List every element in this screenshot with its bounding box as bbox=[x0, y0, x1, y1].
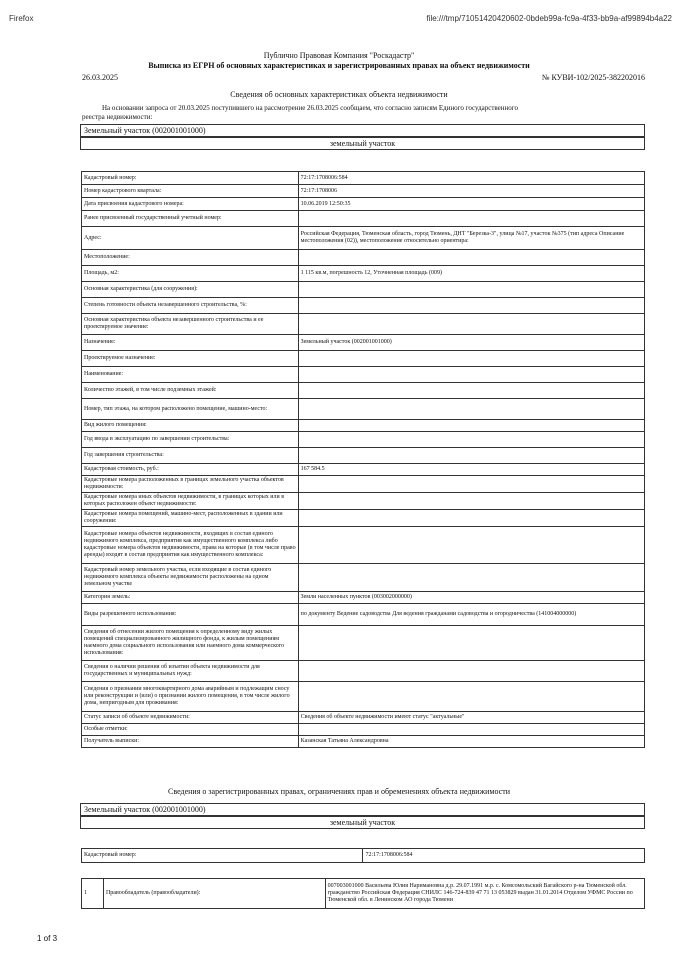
section-title-rights: Сведения о зарегистрированных правах, ограничениях прав и обременениях объекта недвижимости bbox=[168, 787, 510, 796]
section-title-characteristics: Сведения об основных характеристиках объекта недвижимости bbox=[230, 90, 448, 99]
row-label: Адрес: bbox=[82, 227, 299, 250]
row-value: Земельный участок (002001001000) bbox=[298, 335, 644, 351]
rights-holder-label: Правообладатель (правообладатели): bbox=[103, 879, 325, 909]
table-row bbox=[82, 367, 645, 383]
table-row bbox=[82, 250, 645, 266]
row-value bbox=[298, 314, 644, 335]
table-row bbox=[82, 712, 645, 724]
table-row bbox=[82, 879, 645, 909]
row-label: Назначение: bbox=[82, 335, 299, 351]
page-url[interactable]: file:///tmp/71051420420602-0bdeb99a-fc9a-4f33-bb9a-af99894b4a22 bbox=[426, 14, 672, 23]
table-row bbox=[82, 282, 645, 298]
intro-text-line1: На основании запроса от 20.03.2025 поступившего на рассмотрение 26.03.2025 сообщаем, что согласно записям Единого государственного bbox=[102, 104, 518, 112]
row-value: 10.06.2019 12:50:35 bbox=[298, 198, 644, 211]
row-label: Степень готовности объекта незавершенного строительства, %: bbox=[82, 298, 299, 314]
row-value bbox=[298, 661, 644, 682]
row-value: по документу Ведение садоводства Для ведения гражданами садоводства и огородничества (141004000000) bbox=[298, 604, 644, 626]
row-label: Сведения о признании многоквартирного дома аварийным и подлежащим сносу или реконструкции и (или) о признании жилого помещения, в том числе жилого дома, непригодным для проживания: bbox=[82, 682, 299, 712]
row-value bbox=[298, 282, 644, 298]
row-value: Российская Федерация, Тюменская область, город Тюмень, ДНТ "Березка-3", улица №17, участок №375 (тип адреса Описание местоположения (02)), местоположение относительно ориентира: bbox=[298, 227, 644, 250]
row-value bbox=[298, 351, 644, 367]
table-row bbox=[82, 724, 645, 736]
row-label: Категория земель: bbox=[82, 592, 299, 604]
document-title: Выписка из ЕГРН об основных характеристиках и зарегистрированных правах на объект недвижимости bbox=[148, 61, 530, 70]
table-row bbox=[82, 493, 645, 510]
row-label: Год ввода в эксплуатацию по завершении строительства: bbox=[82, 432, 299, 448]
row-value bbox=[298, 564, 644, 592]
rights-object-type-box bbox=[80, 803, 645, 816]
row-label: Кадастровые номера помещений, машино-мест, расположенных в здании или сооружении: bbox=[82, 510, 299, 527]
row-value: 1 115 кв.м, погрешность 12, Уточненная площадь (009) bbox=[298, 266, 644, 282]
table-row bbox=[82, 172, 645, 185]
row-value bbox=[298, 420, 644, 432]
row-label: Количество этажей, в том числе подземных этажей: bbox=[82, 383, 299, 399]
row-label: Особые отметки: bbox=[82, 724, 299, 736]
row-value: Сведения об объекте недвижимости имеют статус "актуальные" bbox=[298, 712, 644, 724]
table-row bbox=[82, 211, 645, 227]
table-row bbox=[82, 266, 645, 282]
rights-object-type: Земельный участок (002001001000) bbox=[84, 805, 206, 814]
table-row bbox=[82, 448, 645, 464]
object-kind-box bbox=[80, 137, 645, 150]
row-label: Год завершения строительства: bbox=[82, 448, 299, 464]
table-row bbox=[82, 476, 645, 493]
row-label: Площадь, м2: bbox=[82, 266, 299, 282]
row-value bbox=[298, 367, 644, 383]
rights-cadastral-table bbox=[81, 848, 645, 863]
characteristics-table bbox=[81, 171, 645, 748]
table-row bbox=[82, 510, 645, 527]
row-value bbox=[298, 432, 644, 448]
table-row bbox=[82, 227, 645, 250]
table-row bbox=[82, 682, 645, 712]
object-type: Земельный участок (002001001000) bbox=[84, 126, 206, 135]
table-row bbox=[82, 351, 645, 367]
row-value bbox=[298, 682, 644, 712]
table-row bbox=[82, 527, 645, 564]
table-row bbox=[82, 298, 645, 314]
row-label: Кадастровая стоимость, руб.: bbox=[82, 464, 299, 476]
row-label: Основная характеристика объекта незавершенного строительства и ее проектируемое значение: bbox=[82, 314, 299, 335]
table-row bbox=[82, 383, 645, 399]
document-date: 26.03.2025 bbox=[82, 73, 118, 82]
object-kind: земельный участок bbox=[329, 139, 396, 148]
table-row bbox=[82, 335, 645, 351]
row-label: Кадастровые номера объектов недвижимости, входящих в состав единого недвижимого комплекса, предприятия как имущественного комплекса либо кадастровые номера объектов недвижимости, права на которые (в том числе право аренды) входят в состав предприятия как имущественного комплекса: bbox=[82, 527, 299, 564]
row-value bbox=[298, 298, 644, 314]
table-row bbox=[82, 849, 645, 863]
rights-holder-value: 007003001000 Васильева Юлия Наримановна д.р. 29.07.1991 м.р. с. Комсомольский Вагайского р-на Тюменской обл. гражданство Российская Федерация СНИЛС 146-724-839 47 71 13 053829 выдан 31.01.2014 Отделом УФМС России по Тюменской обл. в Ленинском АО города Тюмени bbox=[325, 879, 644, 909]
row-label: Получатель выписки: bbox=[82, 736, 299, 748]
rights-cad-label: Кадастровый номер: bbox=[82, 849, 363, 863]
row-value bbox=[298, 250, 644, 266]
row-value: 72:17:1708006 bbox=[298, 185, 644, 198]
rights-object-kind-box bbox=[80, 816, 645, 829]
table-row bbox=[82, 736, 645, 748]
row-label: Кадастровые номера расположенных в границах земельного участка объектов недвижимости: bbox=[82, 476, 299, 493]
table-row bbox=[82, 464, 645, 476]
row-label: Кадастровый номер земельного участка, если входящие в состав единого недвижимого комплекса объекты недвижимости расположены на одном земельном участке bbox=[82, 564, 299, 592]
row-value bbox=[298, 510, 644, 527]
table-row bbox=[82, 198, 645, 211]
row-label: Номер кадастрового квартала: bbox=[82, 185, 299, 198]
row-value bbox=[298, 626, 644, 661]
table-row bbox=[82, 420, 645, 432]
row-label: Местоположение: bbox=[82, 250, 299, 266]
table-row bbox=[82, 564, 645, 592]
row-value bbox=[298, 399, 644, 420]
row-label: Ранее присвоенный государственный учетный номер: bbox=[82, 211, 299, 227]
row-value bbox=[298, 383, 644, 399]
row-label: Вид жилого помещения: bbox=[82, 420, 299, 432]
row-label: Сведения об отнесении жилого помещения к определенному виду жилых помещений специализированного жилищного фонда, к жилым помещениям наемного дома социального использования или наемного дома коммерческого использования: bbox=[82, 626, 299, 661]
row-value: Земли населенных пунктов (003002000000) bbox=[298, 592, 644, 604]
row-value bbox=[298, 527, 644, 564]
table-row bbox=[82, 592, 645, 604]
row-value bbox=[298, 211, 644, 227]
row-label: Номер, тип этажа, на котором расположено помещение, машино-место: bbox=[82, 399, 299, 420]
row-value: 167 584.5 bbox=[298, 464, 644, 476]
table-row bbox=[82, 432, 645, 448]
table-row bbox=[82, 626, 645, 661]
row-value: 72:17:1708006:584 bbox=[298, 172, 644, 185]
row-value bbox=[298, 476, 644, 493]
row-value: Казанская Татьяна Александровна bbox=[298, 736, 644, 748]
row-label: Статус записи об объекте недвижимости: bbox=[82, 712, 299, 724]
intro-text-line2: реестра недвижимости: bbox=[82, 113, 153, 121]
row-label: Сведения о наличии решения об изъятии объекта недвижимости для государственных и муниципальных нужд: bbox=[82, 661, 299, 682]
rights-row-number: 1 bbox=[82, 879, 104, 909]
row-label: Виды разрешенного использования: bbox=[82, 604, 299, 626]
company-name: Публично Правовая Компания "Роскадастр" bbox=[263, 51, 415, 60]
row-value bbox=[298, 493, 644, 510]
table-row bbox=[82, 314, 645, 335]
row-label: Проектируемое назначение: bbox=[82, 351, 299, 367]
rights-cad-value: 72:17:1708006:584 bbox=[363, 849, 645, 863]
row-label: Наименование: bbox=[82, 367, 299, 383]
table-row bbox=[82, 661, 645, 682]
row-value bbox=[298, 448, 644, 464]
page-indicator: 1 of 3 bbox=[37, 934, 58, 943]
row-label: Основная характеристика (для сооружения): bbox=[82, 282, 299, 298]
rights-holder-table bbox=[81, 878, 645, 909]
row-label: Дата присвоения кадастрового номера: bbox=[82, 198, 299, 211]
rights-object-kind: земельный участок bbox=[329, 818, 396, 827]
table-row bbox=[82, 604, 645, 626]
object-type-box bbox=[80, 124, 645, 137]
row-value bbox=[298, 724, 644, 736]
document-number: № КУВИ-102/2025-382202016 bbox=[541, 73, 645, 82]
table-row bbox=[82, 185, 645, 198]
row-label: Кадастровые номера иных объектов недвижимости, в границах которых или в которых расположен объект недвижимости: bbox=[82, 493, 299, 510]
browser-app-name: Firefox bbox=[9, 14, 34, 23]
table-row bbox=[82, 399, 645, 420]
row-label: Кадастровый номер: bbox=[82, 172, 299, 185]
